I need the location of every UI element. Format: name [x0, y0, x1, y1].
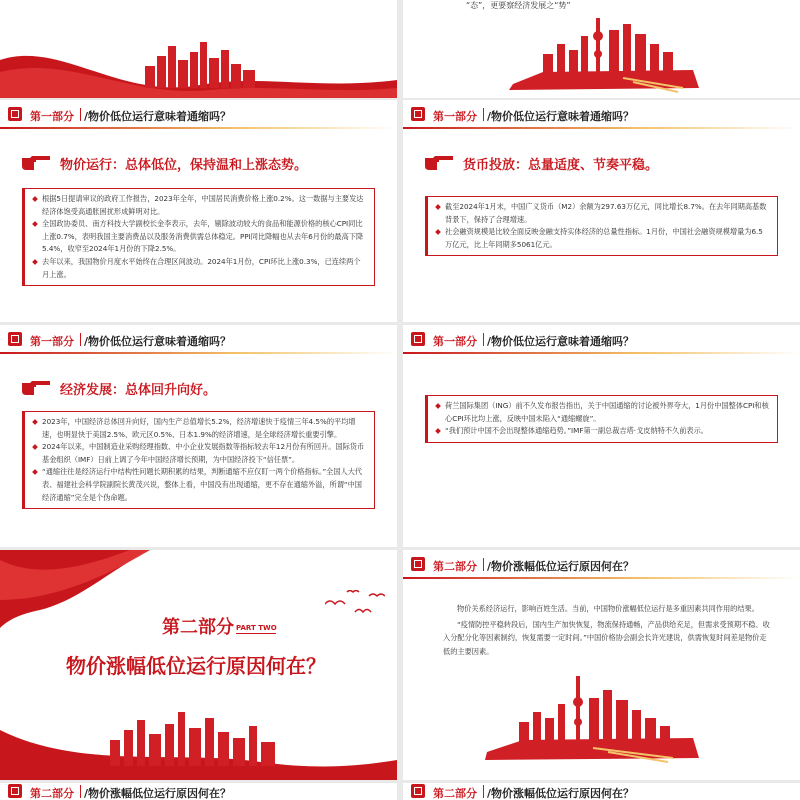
slide-header	[403, 550, 800, 580]
header-title: /物价涨幅低位运行原因何在？	[84, 787, 232, 800]
box-icon	[8, 332, 22, 346]
slide-header	[403, 783, 800, 800]
bullet-box	[425, 395, 778, 443]
list-item: “我们预计中国不会出现整体通缩趋势。”IMF第一副总裁吉塔·戈皮纳特不久前表示。	[436, 425, 769, 438]
part-label: 第二部分	[433, 787, 477, 800]
list-item: 社会融资规模是比较全面反映金融支持实体经济的总量性指标。1月份，中国社会融资规模增量为6.5万亿元，比上年同期多5061亿元。	[436, 226, 769, 251]
part-two-english: PART TWO	[236, 624, 277, 632]
slide-city-top-right	[403, 0, 800, 98]
city-skyline	[140, 38, 260, 88]
pointing-hand-icon	[22, 381, 52, 395]
box-icon	[8, 784, 22, 798]
bullet-box	[425, 196, 778, 256]
part-label: 第一部分	[30, 110, 74, 123]
part-label: 第二部分	[433, 560, 477, 573]
box-icon	[411, 557, 425, 571]
header-title: /物价低位运行意味着通缩吗？	[84, 110, 232, 123]
header-title: /物价涨幅低位运行原因何在？	[487, 787, 635, 800]
slide-header	[403, 325, 800, 355]
quote-text: “态”，更要察经济发展之“势”	[466, 1, 571, 10]
birds-icon	[325, 590, 385, 620]
list-item: 全国政协委员、南方科技大学副校长金李表示，去年，剔除波动较大的食品和能源价格的核心CPI同比上涨0.7%，表明我国主要消费品以及服务消费供需总体稳定。PPI同比降幅也从去年6月份的最高下降5.4%，收窄至2024年1月份的下降2.5%。	[33, 218, 366, 256]
bullet-box	[22, 188, 375, 286]
list-item: 荷兰国际集团（ING）前不久发布报告指出，关于中国通缩的讨论被外界夸大，1月份中国整体CPI和核心CPI环比均上涨，反映中国未陷入“通缩螺旋”。	[436, 400, 769, 425]
list-item: 去年以来，我国物价月度水平始终在合理区间波动。2024年1月份，CPI环比上涨0.3%，已连续两个月上涨。	[33, 256, 366, 281]
slide-header	[0, 100, 397, 130]
header-title: /物价低位运行意味着通缩吗？	[487, 335, 635, 348]
part-label: 第二部分	[30, 787, 74, 800]
header-title: /物价涨幅低位运行原因何在？	[487, 560, 635, 573]
list-item: 2024年以来，中国制造业采购经理指数、中小企业发展指数等指标较去年12月份有所回升。国际货币基金组织（IMF）日前上调了今年中国经济增长预期，为中国经济投下“信任票”。	[33, 441, 366, 466]
slide-price-reasons	[403, 550, 800, 780]
shanghai-skyline	[503, 14, 703, 94]
slide-ing-report	[403, 325, 800, 547]
box-icon	[411, 784, 425, 798]
list-item: 2023年，中国经济总体回升向好，国内生产总值增长5.2%，经济增速快于疫情三年4.5%的平均增速，也明显快于美国2.5%、欧元区0.5%、日本1.9%的经济增速，是全球经济增长重要引擎。	[33, 416, 366, 441]
box-icon	[8, 107, 22, 121]
pointing-hand-icon	[425, 156, 455, 170]
slide-header	[0, 783, 397, 800]
slide-bottom-left	[0, 783, 397, 800]
slide-price-operation: 第一部分 /物价低位运行意味着通缩吗？ 物价运行：总体低位，保持温和上涨态势。 根据5日提请审议的政府工作报告，2023年全年，中国居民消费价格上涨0.2%。这一数据与主要发达经济体饱受高通胀困扰形成鲜明对比。 全国政协委员、南方科技大学副校长金李表示，去年，剔除波动较大的食品和能源价格的核心CPI同比上涨0.7%，表明我国主要消费品以及服务消费供需总体稳定。PPI同比降幅也从去年6月份的最高下降5.4%，收窄至2024年1月份的下降2.5%。 去年以来，我国物价月度水平始终在合理区间波动。2024年1月份，CPI环比上涨0.3%，已连续两个月上涨。	[0, 100, 397, 322]
list-item: 根据5日提请审议的政府工作报告，2023年全年，中国居民消费价格上涨0.2%。这一数据与主要发达经济体饱受高通胀困扰形成鲜明对比。	[33, 193, 366, 218]
box-icon	[411, 332, 425, 346]
part-label: 第一部分	[30, 335, 74, 348]
pointing-hand-icon	[22, 156, 52, 170]
bullet-box	[22, 411, 375, 509]
slide-header	[0, 325, 397, 355]
header-title: /物价低位运行意味着通缩吗？	[487, 110, 635, 123]
slide-economic-development: 第一部分 /物价低位运行意味着通缩吗？ 经济发展：总体回升向好。 2023年，中国经济总体回升向好，国内生产总值增长5.2%，经济增速快于疫情三年4.5%的平均增速，也明显快于美国2.5%、欧元区0.5%、日本1.9%的经济增速，是全球经济增长重要引擎。 2024年以来，中国制造业采购经理指数、中小企业发展指数等指标较去年12月份有所回升。国际货币基金组织（IMF）日前上调了今年中国经济增长预期，为中国经济投下“信任票”。 “通缩往往是经济运行中结构性问题长期积累的结果，判断通缩不应仅盯一两个价格指标。”全国人大代表、福建社会科学院副院长黄茂兴说，整体上看，中国没有出现通缩，更不存在通缩外溢，所谓“中国经济通缩”完全是个伪命题。	[0, 325, 397, 547]
shanghai-skyline	[483, 670, 703, 765]
slide-bottom-right	[403, 783, 800, 800]
box-icon	[411, 107, 425, 121]
part-two-label: 第二部分	[162, 617, 234, 638]
list-item: “通缩往往是经济运行中结构性问题长期积累的结果，判断通缩不应仅盯一两个价格指标。”全国人大代表、福建社会科学院副院长黄茂兴说，整体上看，中国没有出现通缩，更不存在通缩外溢，所谓“中国经济通缩”完全是个伪命题。	[33, 466, 366, 504]
paragraph-block	[443, 602, 772, 661]
paragraph: “疫情防控平稳转段后，国内生产加快恢复，物流保持通畅，产品供给充足，但需求受预期不稳、收入分配分化等因素制约，恢复需要一定时间。”中国价格协会副会长许光建说，供需恢复时间差是物价走低的主要因素。	[443, 619, 770, 657]
slide-city-top-left	[0, 0, 397, 98]
part-label: 第一部分	[433, 335, 477, 348]
city-skyline	[100, 706, 300, 766]
list-item: 截至2024年1月末，中国广义货币（M2）余额为297.63万亿元，同比增长8.7%。在去年同期高基数背景下，保持了合理增速。	[436, 201, 769, 226]
slide-part-two-title	[0, 550, 397, 780]
part-two-title: 物价涨幅低位运行原因何在？	[66, 654, 326, 678]
slide-money-supply: 第一部分 /物价低位运行意味着通缩吗？ 货币投放：总量适度、节奏平稳。 截至2024年1月末，中国广义货币（M2）余额为297.63万亿元，同比增长8.7%。在去年同期高基数背景下，保持了合理增速。 社会融资规模是比较全面反映金融支持实体经济的总量性指标。1月份，中国社会融资规模增量为6.5万亿元，比上年同期多5061亿元。	[403, 100, 800, 322]
part-label: 第一部分	[433, 110, 477, 123]
slide-header	[403, 100, 800, 130]
header-title: /物价低位运行意味着通缩吗？	[84, 335, 232, 348]
paragraph: 物价关系经济运行，影响百姓生活。当前，中国物价涨幅低位运行是多重因素共同作用的结果。	[457, 604, 759, 613]
